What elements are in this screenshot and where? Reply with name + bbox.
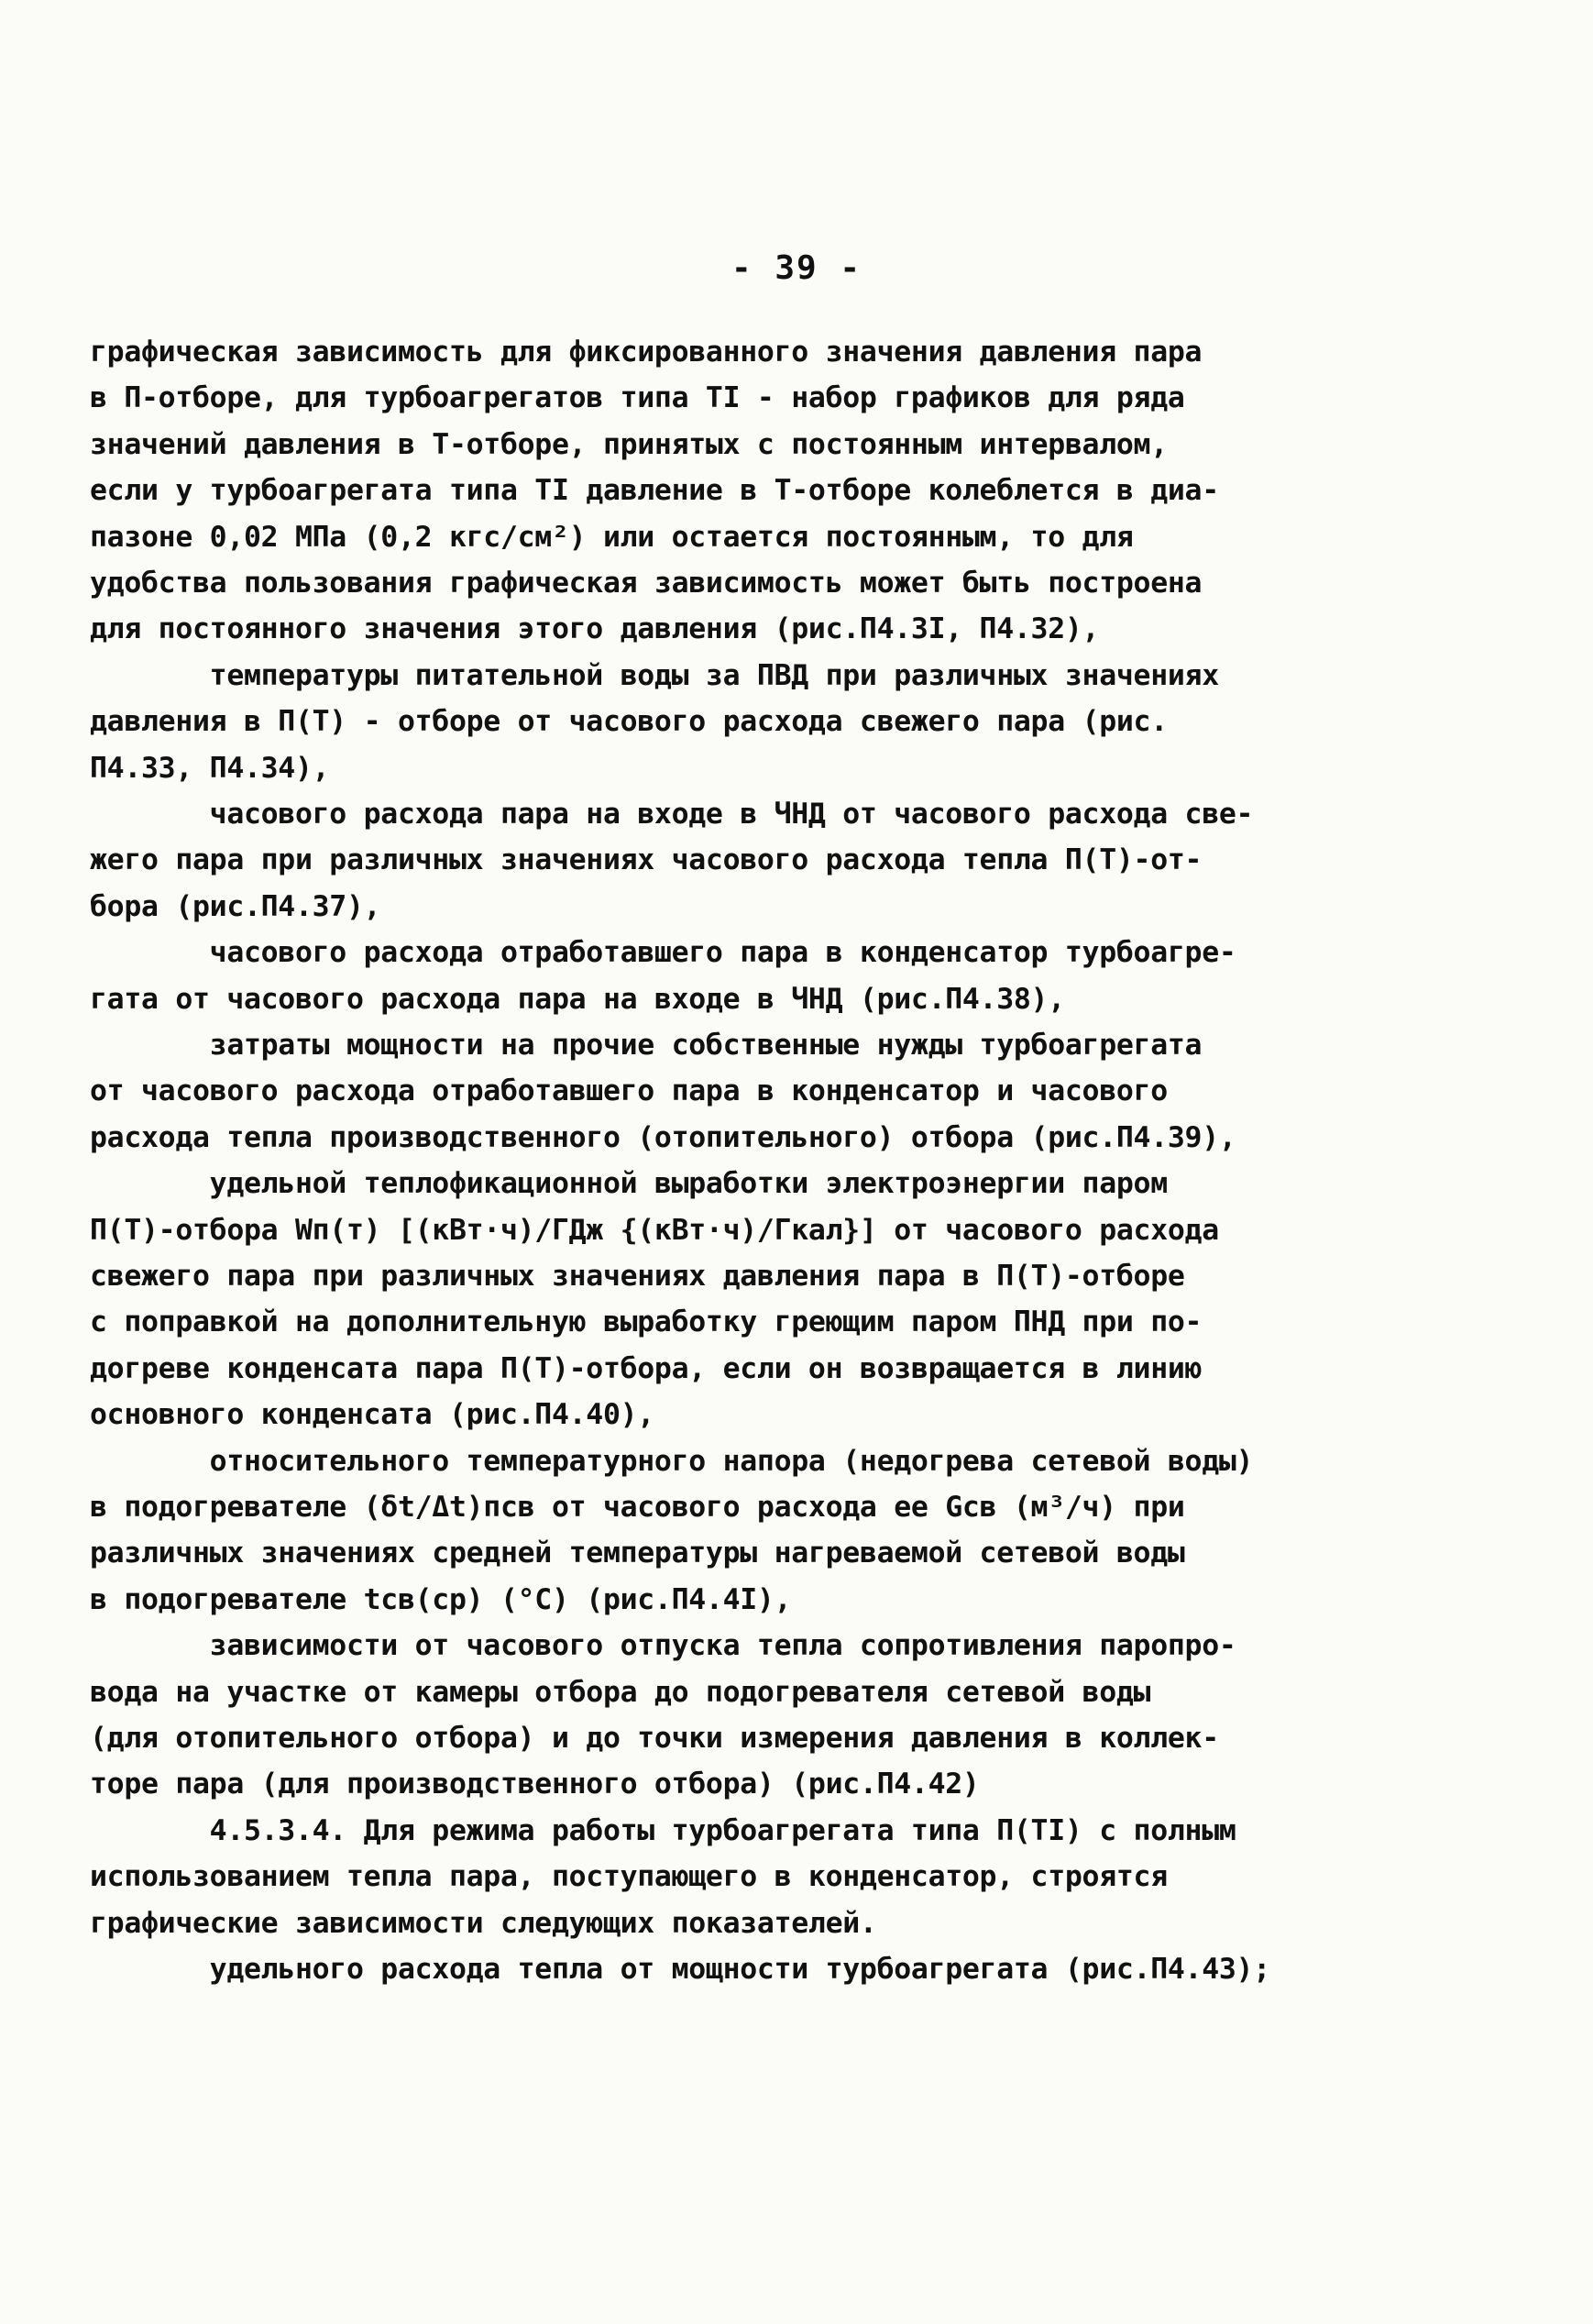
text-line: часового расхода отработавшего пара в конденсатор турбоагре-: [90, 936, 1236, 970]
text-line: с поправкой на дополнительную выработку греющим паром ПНД при по-: [90, 1305, 1203, 1339]
text-line: давления в П(Т) - отборе от часового расхода свежего пара (рис.: [90, 705, 1168, 739]
text-line: значений давления в Т-отборе, принятых с постоянным интервалом,: [90, 427, 1168, 461]
text-line: температуры питательной воды за ПВД при различных значениях: [90, 658, 1219, 692]
text-line: в подогревателе (δt/Δt)псв от часового расхода ее Gсв (м³/ч) при: [90, 1491, 1185, 1524]
text-line: торе пара (для производственного отбора) (рис.П4.42): [90, 1768, 980, 1801]
text-line: графическая зависимость для фиксированного значения давления пара: [90, 336, 1203, 369]
text-line: от часового расхода отработавшего пара в конденсатор и часового: [90, 1074, 1168, 1108]
text-line: графические зависимости следующих показателей.: [90, 1906, 877, 1940]
text-line: (для отопительного отбора) и до точки измерения давления в коллек-: [90, 1722, 1219, 1755]
text-line: расхода тепла производственного (отопительного) отбора (рис.П4.39),: [90, 1120, 1236, 1154]
text-line: удобства пользования графическая зависимость может быть построена: [90, 567, 1203, 600]
page-number: - 39 -: [731, 249, 862, 287]
text-line: гата от часового расхода пара на входе в ЧНД (рис.П4.38),: [90, 982, 1065, 1016]
text-line: различных значениях средней температуры нагреваемой сетевой воды: [90, 1536, 1185, 1570]
text-line: удельного расхода тепла от мощности турбоагрегата (рис.П4.43);: [90, 1953, 1270, 1986]
text-line: зависимости от часового отпуска тепла сопротивления паропро-: [90, 1629, 1236, 1663]
text-line: свежего пара при различных значениях давления пара в П(Т)-отборе: [90, 1260, 1185, 1293]
text-line: бора (рис.П4.37),: [90, 889, 381, 923]
text-line: основного конденсата (рис.П4.40),: [90, 1398, 654, 1432]
text-line: П4.33, П4.34),: [90, 751, 330, 785]
text-line: использованием тепла пара, поступающего в конденсатор, строятся: [90, 1860, 1168, 1894]
text-line: 4.5.3.4. Для режима работы турбоагрегата типа П(ТI) с полным: [90, 1813, 1236, 1847]
text-line: догреве конденсата пара П(Т)-отбора, если он возвращается в линию: [90, 1351, 1203, 1385]
text-line: если у турбоагрегата типа ТI давление в Т-отборе колеблется в диа-: [90, 474, 1219, 508]
text-line: жего пара при различных значениях часового расхода тепла П(Т)-от-: [90, 843, 1203, 877]
text-line: часового расхода пара на входе в ЧНД от часового расхода све-: [90, 798, 1254, 831]
text-line: пазоне 0,02 МПа (0,2 кгс/см²) или остается постоянным, то для: [90, 520, 1134, 554]
text-line: удельной теплофикационной выработки электроэнергии паром: [90, 1167, 1168, 1201]
text-line: затраты мощности на прочие собственные нужды турбоагрегата: [90, 1029, 1203, 1062]
text-line: вода на участке от камеры отбора до подогревателя сетевой воды: [90, 1675, 1151, 1709]
text-line: в подогревателе tсв(ср) (°С) (рис.П4.4I),: [90, 1582, 792, 1616]
text-line: П(Т)-отбора Wп(т) [(кВт·ч)/ГДж {(кВт·ч)/Гкал}] от часового расхода: [90, 1213, 1219, 1247]
text-line: относительного температурного напора (недогрева сетевой воды): [90, 1444, 1254, 1478]
text-line: для постоянного значения этого давления (рис.П4.3I, П4.32),: [90, 612, 1100, 646]
text-line: в П-отборе, для турбоагрегатов типа ТI - набор графиков для ряда: [90, 381, 1185, 415]
